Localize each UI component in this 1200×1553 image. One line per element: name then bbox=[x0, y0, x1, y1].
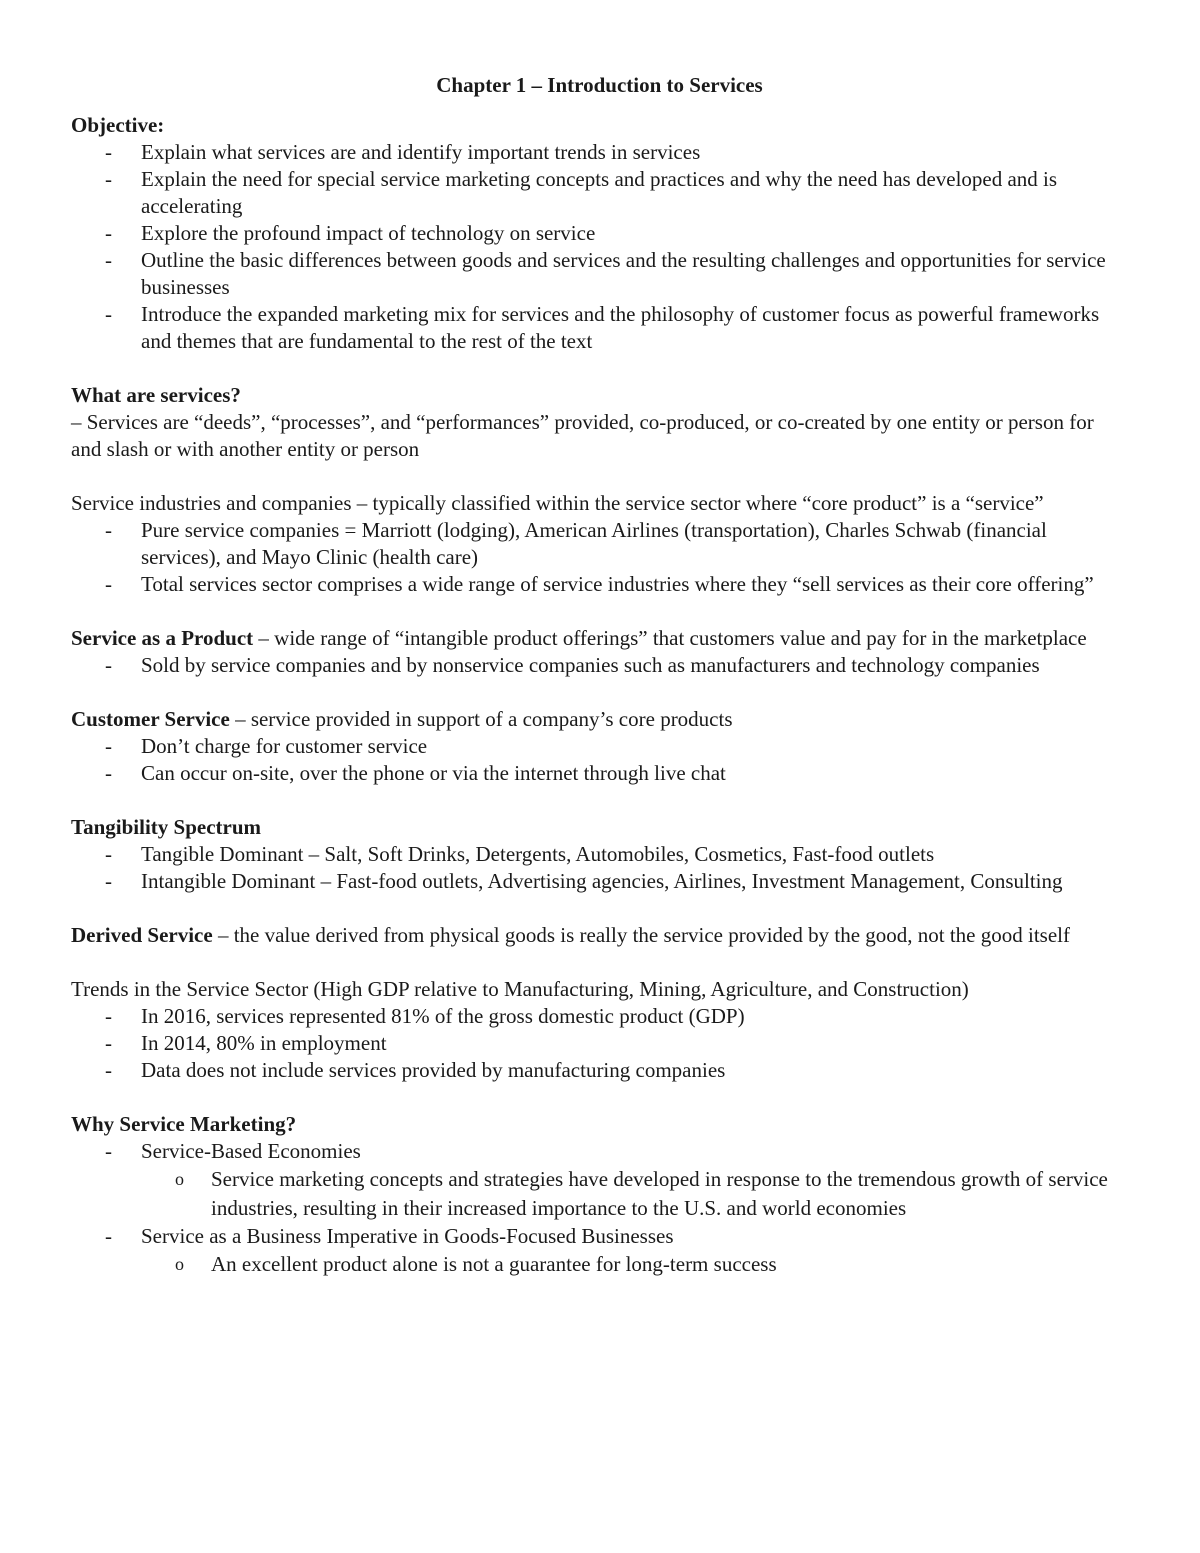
dash-bullet: - bbox=[105, 167, 112, 191]
spacer bbox=[71, 679, 1128, 706]
spacer bbox=[71, 598, 1128, 625]
service-as-product-term: Service as a Product bbox=[71, 626, 254, 650]
what-are-services-text: – Services are “deeds”, “processes”, and “performances” provided, co-produced, or co-created by one entity or person for and slash or with another entity or person bbox=[71, 410, 1094, 461]
why-service-marketing-list bbox=[71, 1138, 1128, 1279]
service-industries-list bbox=[71, 517, 1128, 598]
customer-service-definition: – service provided in support of a company’s core products bbox=[229, 707, 733, 731]
list-item: - Intangible Dominant – Fast-food outlets, Advertising agencies, Airlines, Investment Management, Consulting bbox=[105, 869, 1063, 893]
list-item: - Data does not include services provided by manufacturing companies bbox=[105, 1058, 726, 1082]
dash-bullet: - bbox=[105, 221, 112, 245]
objective-list bbox=[71, 139, 1128, 355]
tangibility-spectrum-heading: Tangibility Spectrum bbox=[71, 815, 262, 839]
dash-bullet: - bbox=[105, 734, 112, 758]
derived-service-paragraph bbox=[71, 922, 1128, 949]
dash-bullet: - bbox=[105, 1058, 112, 1082]
dash-bullet: - bbox=[105, 1139, 112, 1163]
list-item: - Tangible Dominant – Salt, Soft Drinks, Detergents, Automobiles, Cosmetics, Fast-food outlets bbox=[105, 842, 935, 866]
service-as-product-paragraph bbox=[71, 625, 1128, 652]
customer-service-term: Customer Service bbox=[71, 707, 230, 731]
sub-list-item: o Service marketing concepts and strategies have developed in response to the tremendous growth of service industries, resulting in their increased importance to the U.S. and world economies bbox=[175, 1167, 1108, 1220]
customer-service-list bbox=[71, 733, 1128, 787]
trends-list bbox=[71, 1003, 1128, 1084]
dash-bullet: - bbox=[105, 248, 112, 272]
list-item: - Explore the profound impact of technology on service bbox=[105, 221, 596, 245]
spacer bbox=[71, 1084, 1128, 1111]
list-item: - Introduce the expanded marketing mix for services and the philosophy of customer focus as powerful frameworks and themes that are fundamental to the rest of the text bbox=[105, 302, 1100, 353]
objective-heading: Objective: bbox=[71, 113, 165, 137]
list-item: - Explain what services are and identify important trends in services bbox=[105, 140, 701, 164]
derived-service-definition: – the value derived from physical goods is really the service provided by the good, not the good itself bbox=[212, 923, 1070, 947]
derived-service-term: Derived Service bbox=[71, 923, 213, 947]
spacer bbox=[71, 463, 1128, 490]
dash-bullet: - bbox=[105, 653, 112, 677]
list-item: - Outline the basic differences between goods and services and the resulting challenges and opportunities for service businesses bbox=[105, 248, 1106, 299]
document-title: Chapter 1 – Introduction to Services bbox=[436, 73, 763, 97]
service-as-product-definition: – wide range of “intangible product offerings” that customers value and pay for in the marketplace bbox=[253, 626, 1087, 650]
dash-bullet: - bbox=[105, 518, 112, 542]
tangibility-spectrum-list bbox=[71, 841, 1128, 895]
circle-bullet: o bbox=[175, 1254, 184, 1274]
list-item: - Service-Based Economies o Service marketing concepts and strategies have developed in response to the tremendous growth of service industries, resulting in their increased importance to the U.S. and world economies bbox=[71, 1138, 1128, 1223]
list-item: - Don’t charge for customer service bbox=[105, 734, 428, 758]
dash-bullet: - bbox=[105, 842, 112, 866]
customer-service-paragraph bbox=[71, 706, 1128, 733]
list-item: - Service as a Business Imperative in Goods-Focused Businesses o An excellent product alone is not a guarantee for long-term success bbox=[71, 1223, 1128, 1279]
sub-list bbox=[141, 1250, 1128, 1279]
dash-bullet: - bbox=[105, 869, 112, 893]
sub-list bbox=[141, 1165, 1128, 1223]
service-industries-text: Service industries and companies – typically classified within the service sector where “core product” is a “service” bbox=[71, 491, 1044, 515]
spacer bbox=[71, 949, 1128, 976]
list-item: - Explain the need for special service marketing concepts and practices and why the need has developed and is accelerating bbox=[105, 167, 1058, 218]
list-item: - Total services sector comprises a wide range of service industries where they “sell services as their core offering” bbox=[105, 572, 1094, 596]
circle-bullet: o bbox=[175, 1169, 184, 1189]
list-item: - Pure service companies = Marriott (lodging), American Airlines (transportation), Charles Schwab (financial services), and Mayo Clinic (health care) bbox=[105, 518, 1047, 569]
list-item: - In 2014, 80% in employment bbox=[105, 1031, 387, 1055]
service-as-product-list bbox=[71, 652, 1128, 679]
dash-bullet: - bbox=[105, 302, 112, 326]
trends-text: Trends in the Service Sector (High GDP relative to Manufacturing, Mining, Agriculture, and Construction) bbox=[71, 977, 969, 1001]
dash-bullet: - bbox=[105, 761, 112, 785]
spacer bbox=[71, 895, 1128, 922]
dash-bullet: - bbox=[105, 1031, 112, 1055]
dash-bullet: - bbox=[105, 572, 112, 596]
spacer bbox=[71, 355, 1128, 382]
sub-list-item: o An excellent product alone is not a guarantee for long-term success bbox=[141, 1250, 1128, 1279]
list-item: - In 2016, services represented 81% of the gross domestic product (GDP) bbox=[105, 1004, 745, 1028]
dash-bullet: - bbox=[105, 140, 112, 164]
why-service-marketing-heading: Why Service Marketing? bbox=[71, 1112, 297, 1136]
dash-bullet: - bbox=[105, 1004, 112, 1028]
list-item: - Can occur on-site, over the phone or via the internet through live chat bbox=[105, 761, 726, 785]
spacer bbox=[71, 787, 1128, 814]
what-are-services-heading: What are services? bbox=[71, 383, 241, 407]
list-item: - Sold by service companies and by nonservice companies such as manufacturers and technology companies bbox=[105, 653, 1040, 677]
dash-bullet: - bbox=[105, 1224, 112, 1248]
